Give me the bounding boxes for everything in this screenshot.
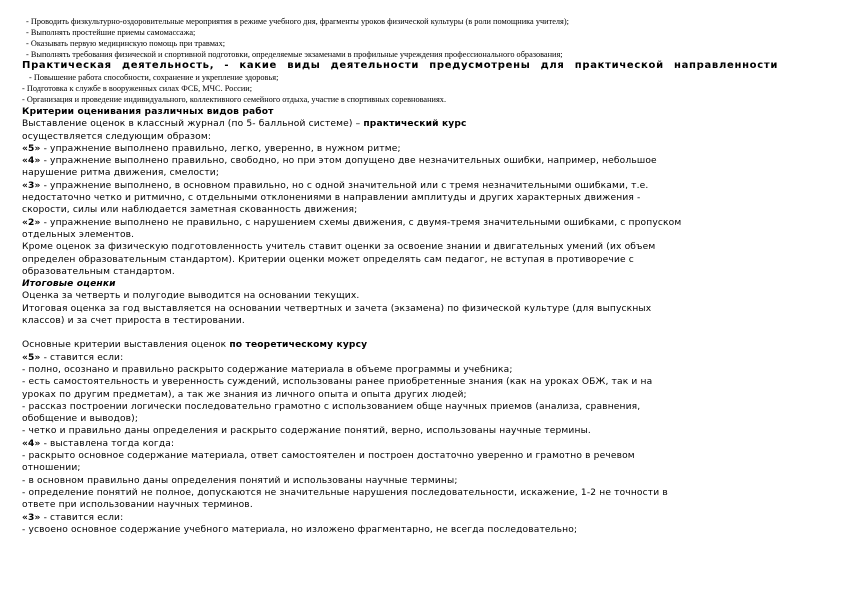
theory-text: - ставится если:: [40, 512, 124, 523]
grades-list: [22, 143, 822, 241]
theory-line: [22, 512, 822, 524]
theory-line: - полно, осознано и правильно раскрыто содержание материала в объеме программы и учебника;: [22, 364, 513, 375]
final-grades-heading: Итоговые оценки: [22, 279, 116, 290]
grade-line: [22, 167, 822, 179]
theory-line: - раскрыто основное содержание материала, ответ самостоятелен и построен достаточно уверенно и грамотно в речевом: [22, 451, 635, 462]
theory-line: - четко и правильно даны определения и раскрыто содержание понятий, верно, использованы научные термины.: [22, 426, 591, 437]
paragraph-line: Итоговая оценка за год выставляется на основании четвертных и зачета (экзамена) по физической культуре (для выпускных: [22, 303, 652, 314]
grade-text: недостаточно четко и ритмично, с отдельными отклонениями в направлении амплитуды и других характерных движения -: [22, 193, 641, 204]
list-item: - Выполнять требования физической и спортивной подготовки, определяемые экзаменами в профильные учреждения профессионального образования;: [26, 50, 563, 59]
theory-line: - усвоено основное содержание учебного материала, но изложено фрагментарно, не всегда последовательно;: [22, 524, 578, 535]
theory-line: - есть самостоятельность и уверенность суждений, использованы ранее приобретенные знания (как на уроках ОБЖ, так и на: [22, 377, 653, 388]
intro-line-2: осуществляется следующим образом:: [22, 131, 212, 142]
spacer: [22, 327, 822, 339]
grade-mark: «2»: [22, 217, 41, 228]
theory-intro-line: [22, 339, 822, 351]
intro-line: [22, 118, 822, 130]
theory-intro-bold: по теоретическому курсу: [229, 340, 368, 351]
grade-mark: «4»: [22, 438, 41, 449]
grade-text: - упражнение выполнено правильно, легко, уверенно, в нужном ритме;: [40, 143, 401, 154]
intro-bold: практический курс: [363, 119, 467, 130]
grade-mark: «3»: [22, 180, 41, 191]
theory-line: - рассказ построении логически последовательно грамотно с использованием обще научных приемов (анализа, сравнения,: [22, 401, 641, 412]
grade-text: отдельных элементов.: [22, 229, 135, 240]
list-item: - Проводить физкультурно-оздоровительные мероприятия в режиме учебного дня, фрагменты уроков физической культуры (в роли помощника учителя);: [26, 17, 569, 26]
theory-line: [22, 352, 822, 364]
list-item: - Подготовка к службе в вооруженных силах ФСБ, МЧС. России;: [22, 84, 253, 93]
theory-line: отношении;: [22, 463, 81, 474]
list-item: - Выполнять простейшие приемы самомассажа;: [26, 28, 196, 37]
grade-mark: «4»: [22, 156, 41, 167]
theory-line: [22, 438, 822, 450]
final-paragraph: [22, 290, 822, 327]
list-item: - Оказывать первую медицинскую помощь при травмах;: [26, 39, 226, 48]
paragraph-line: образовательным стандартом.: [22, 266, 175, 277]
grade-line: [22, 155, 822, 167]
theory-line: обобщение и выводов);: [22, 414, 139, 425]
document-page: [22, 16, 822, 536]
practical-list: [22, 72, 822, 105]
skills-list: [22, 16, 822, 60]
paragraph-line: Кроме оценок за физическую подготовленность учитель ставит оценки за освоение знании и двигательных умений (их объем: [22, 242, 656, 253]
grade-line: [22, 217, 822, 229]
grade-text: нарушение ритма движения, смелости;: [22, 168, 220, 179]
theory-line: ответе при использовании научных терминов.: [22, 500, 253, 511]
grade-mark: «5»: [22, 143, 41, 154]
theory-line: - определение понятий не полное, допускаются не значительные нарушения последовательности, искажение, 1-2 не точности в: [22, 487, 668, 498]
criteria-heading: Критерии оценивания различных видов работ: [22, 107, 274, 117]
theory-line: - в основном правильно даны определения понятий и использованы научные термины;: [22, 475, 458, 486]
grade-text: - упражнение выполнено правильно, свободно, но при этом допущено две незначительных ошибки, например, небольшое: [40, 156, 657, 167]
theory-intro-text: Основные критерии выставления оценок: [22, 340, 230, 351]
paragraph-line: Оценка за четверть и полугодие выводится на основании текущих.: [22, 291, 360, 302]
extra-paragraph: [22, 241, 822, 278]
paragraph-line: классов) и за счет прироста в тестировании.: [22, 316, 245, 327]
grade-text: - упражнение выполнено не правильно, с нарушением схемы движения, с двумя-тремя значительными ошибками, с пропуском: [40, 217, 682, 228]
list-item: - Повышение работа способности, сохранение и укрепление здоровья;: [29, 73, 279, 82]
grade-mark: «5»: [22, 352, 41, 363]
grade-line: [22, 229, 822, 241]
grade-mark: «3»: [22, 512, 41, 523]
theory-text: - ставится если:: [40, 352, 124, 363]
grade-text: - упражнение выполнено, в основном правильно, но с одной значительной или с тремя незначительными ошибками, т.е.: [40, 180, 649, 191]
grade-text: скорости, силы или наблюдается заметная скованность движения;: [22, 205, 358, 216]
list-item: - Организация и проведение индивидуального, коллективного семейного отдыха, участие в спортивных соревнованиях.: [22, 95, 447, 104]
intro-text: Выставление оценок в классный журнал (по 5- балльной системе) –: [22, 119, 364, 130]
paragraph-line: определен образовательным стандартом). Критерии оценки может определять сам педагог, не вступая в противоречие с: [22, 254, 634, 265]
theory-line: уроках по другим предметам), а так же знания из личного опыта и опыта других людей;: [22, 389, 467, 400]
grade-line: [22, 192, 822, 204]
grade-line: [22, 143, 822, 155]
practical-activity-heading: Практическая деятельность, - какие виды деятельности предусмотрены для практической направленности: [22, 60, 779, 71]
theory-text: - выставлена тогда когда:: [40, 438, 175, 449]
theory-criteria-list: [22, 352, 822, 536]
grade-line: [22, 204, 822, 216]
criteria-section: [22, 106, 822, 536]
grade-line: [22, 180, 822, 192]
